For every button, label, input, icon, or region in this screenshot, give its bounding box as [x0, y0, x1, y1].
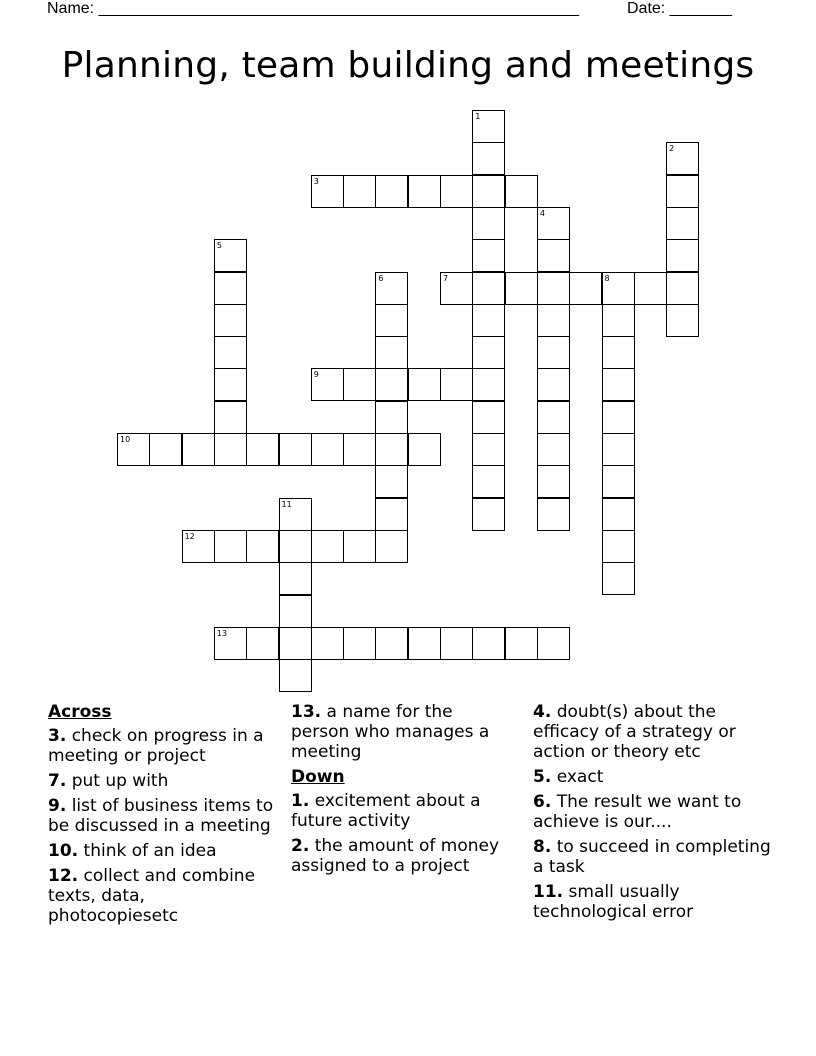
name-label: Name: — [47, 0, 95, 17]
grid-cell[interactable] — [472, 304, 505, 337]
grid-cell[interactable] — [602, 498, 635, 531]
grid-cell[interactable] — [472, 207, 505, 240]
date-field[interactable] — [627, 0, 732, 18]
clue-number: 4. — [533, 702, 552, 722]
grid-cell[interactable] — [472, 433, 505, 466]
grid-cell[interactable] — [214, 304, 247, 337]
grid-cell[interactable] — [375, 401, 408, 434]
clue-text: small usually technological error — [533, 882, 694, 922]
clue-text: the amount of money assigned to a project — [291, 836, 500, 876]
grid-number: 7 — [443, 273, 449, 283]
clue-text: list of business items to be discussed in a meeting — [48, 796, 274, 836]
down-heading: Down — [291, 767, 345, 787]
clue-number: 13. — [291, 702, 322, 722]
grid-cell[interactable] — [408, 627, 441, 660]
grid-cell[interactable] — [279, 530, 312, 563]
grid-cell[interactable] — [537, 401, 570, 434]
clue-text: collect and combine texts, data, photocopiesetc — [48, 866, 256, 926]
clue-number: 6. — [533, 792, 552, 812]
grid-cell[interactable] — [214, 368, 247, 401]
clue-down-8 — [533, 837, 773, 877]
grid-cell[interactable] — [472, 368, 505, 401]
grid-cell[interactable] — [279, 659, 312, 692]
grid-cell[interactable] — [666, 304, 699, 337]
grid-cell[interactable] — [602, 562, 635, 595]
clue-down-1 — [291, 791, 509, 831]
grid-cell[interactable] — [343, 530, 376, 563]
grid-cell[interactable] — [375, 465, 408, 498]
grid-cell[interactable] — [343, 627, 376, 660]
grid-cell[interactable] — [472, 465, 505, 498]
grid-cell[interactable] — [408, 433, 441, 466]
grid-cell[interactable] — [375, 175, 408, 208]
grid-cell[interactable] — [472, 498, 505, 531]
grid-cell[interactable] — [505, 175, 538, 208]
grid-cell[interactable] — [634, 272, 667, 305]
grid-cell[interactable] — [666, 175, 699, 208]
clue-down-11 — [533, 882, 773, 922]
grid-cell[interactable] — [343, 368, 376, 401]
grid-number: 2 — [669, 144, 675, 154]
clue-down-2 — [291, 836, 509, 876]
grid-number: 13 — [216, 628, 228, 638]
name-line[interactable]: ______________________________________________________ — [98, 0, 580, 17]
grid-cell[interactable] — [214, 433, 247, 466]
grid-cell[interactable] — [440, 368, 473, 401]
grid-number: 3 — [313, 176, 319, 186]
grid-cell[interactable] — [375, 368, 408, 401]
clue-across-13 — [291, 702, 509, 762]
clue-down-5 — [533, 767, 773, 787]
clue-text: check on progress in a meeting or project — [48, 726, 264, 766]
clue-text: exact — [556, 767, 604, 787]
grid-cell[interactable] — [214, 530, 247, 563]
grid-cell[interactable] — [666, 207, 699, 240]
clue-across-7 — [48, 771, 276, 791]
clue-number: 5. — [533, 767, 552, 787]
clue-across-12 — [48, 866, 276, 926]
page-title: Planning, team building and meetings — [61, 45, 755, 86]
grid-cell[interactable] — [537, 465, 570, 498]
grid-cell[interactable] — [537, 272, 570, 305]
grid-number: 1 — [475, 112, 481, 121]
grid-number: 11 — [281, 499, 292, 509]
grid-cell[interactable] — [375, 304, 408, 337]
clue-number: 3. — [48, 726, 67, 746]
grid-number: 4 — [539, 208, 545, 218]
grid-cell[interactable] — [408, 368, 441, 401]
clue-down-6 — [533, 792, 773, 832]
grid-cell[interactable] — [505, 272, 538, 305]
grid-cell[interactable] — [537, 239, 570, 272]
grid-cell[interactable] — [472, 272, 505, 305]
grid-cell[interactable] — [375, 433, 408, 466]
clue-number: 2. — [291, 836, 310, 856]
grid-cell[interactable] — [214, 272, 247, 305]
grid-cell[interactable] — [602, 304, 635, 337]
grid-cell[interactable] — [472, 627, 505, 660]
grid-cell[interactable] — [343, 175, 376, 208]
grid-cell[interactable] — [602, 530, 635, 563]
grid-number: 5 — [216, 241, 222, 251]
grid-cell[interactable] — [311, 530, 344, 563]
clue-number: 7. — [48, 771, 67, 791]
grid-cell[interactable] — [537, 336, 570, 369]
grid-cell[interactable] — [602, 401, 635, 434]
grid-cell[interactable] — [375, 498, 408, 531]
grid-number: 9 — [313, 370, 319, 380]
clue-text: put up with — [71, 771, 169, 791]
clue-text: doubt(s) about the efficacy of a strategy or action or theory etc — [533, 702, 736, 762]
grid-cell[interactable] — [472, 239, 505, 272]
clue-text: a name for the person who manages a meeting — [291, 702, 490, 762]
grid-cell[interactable] — [279, 627, 312, 660]
grid-cell[interactable] — [602, 433, 635, 466]
clue-number: 9. — [48, 796, 67, 816]
grid-cell[interactable] — [602, 465, 635, 498]
clue-text: The result we want to achieve is our.... — [533, 792, 742, 832]
grid-cell[interactable] — [246, 433, 279, 466]
grid-cell[interactable] — [602, 336, 635, 369]
grid-cell[interactable] — [214, 401, 247, 434]
grid-cell[interactable] — [472, 336, 505, 369]
clue-text: excitement about a future activity — [291, 791, 481, 831]
grid-cell[interactable] — [375, 530, 408, 563]
grid-cell[interactable] — [246, 627, 279, 660]
grid-cell[interactable] — [537, 627, 570, 660]
grid-cell[interactable] — [182, 433, 215, 466]
grid-cell[interactable] — [311, 433, 344, 466]
grid-cell[interactable] — [246, 530, 279, 563]
grid-cell[interactable] — [537, 368, 570, 401]
clue-across-10 — [48, 841, 276, 861]
clues-column-left — [48, 702, 276, 931]
grid-cell[interactable] — [375, 627, 408, 660]
clue-down-4 — [533, 702, 773, 762]
clue-number: 10. — [48, 841, 79, 861]
clues-column-middle — [291, 702, 509, 881]
date-label: Date: — [627, 0, 666, 17]
date-line[interactable]: _______ — [669, 0, 732, 17]
grid-cell[interactable] — [279, 562, 312, 595]
grid-cell[interactable] — [505, 627, 538, 660]
across-heading: Across — [48, 702, 112, 722]
grid-number: 10 — [120, 435, 131, 444]
grid-cell[interactable] — [149, 433, 182, 466]
grid-cell[interactable] — [311, 627, 344, 660]
grid-cell[interactable] — [537, 433, 570, 466]
name-field[interactable] — [47, 0, 579, 18]
clue-across-9 — [48, 796, 276, 836]
clue-across-3 — [48, 726, 276, 766]
grid-cell[interactable] — [214, 336, 247, 369]
grid-cell[interactable] — [375, 336, 408, 369]
clue-number: 12. — [48, 866, 79, 886]
clue-number: 8. — [533, 837, 552, 857]
clue-number: 11. — [533, 882, 564, 902]
grid-cell[interactable] — [279, 595, 312, 628]
grid-number: 8 — [604, 273, 610, 283]
grid-number: 6 — [378, 273, 384, 283]
grid-cell[interactable] — [440, 627, 473, 660]
grid-cell[interactable] — [537, 498, 570, 531]
grid-number: 12 — [184, 531, 195, 541]
grid-cell[interactable] — [472, 401, 505, 434]
grid-cell[interactable] — [602, 368, 635, 401]
clue-number: 1. — [291, 791, 310, 811]
grid-cell[interactable] — [279, 433, 312, 466]
grid-cell[interactable] — [569, 272, 602, 305]
clues-column-right — [533, 702, 773, 927]
clue-text: to succeed in completing a task — [533, 837, 771, 877]
grid-cell[interactable] — [472, 142, 505, 175]
grid-cell[interactable] — [537, 304, 570, 337]
grid-cell[interactable] — [343, 433, 376, 466]
grid-cell[interactable] — [666, 272, 699, 305]
grid-cell[interactable] — [472, 175, 505, 208]
grid-cell[interactable] — [440, 175, 473, 208]
grid-cell[interactable] — [408, 175, 441, 208]
grid-cell[interactable] — [666, 239, 699, 272]
clue-text: think of an idea — [83, 841, 217, 861]
